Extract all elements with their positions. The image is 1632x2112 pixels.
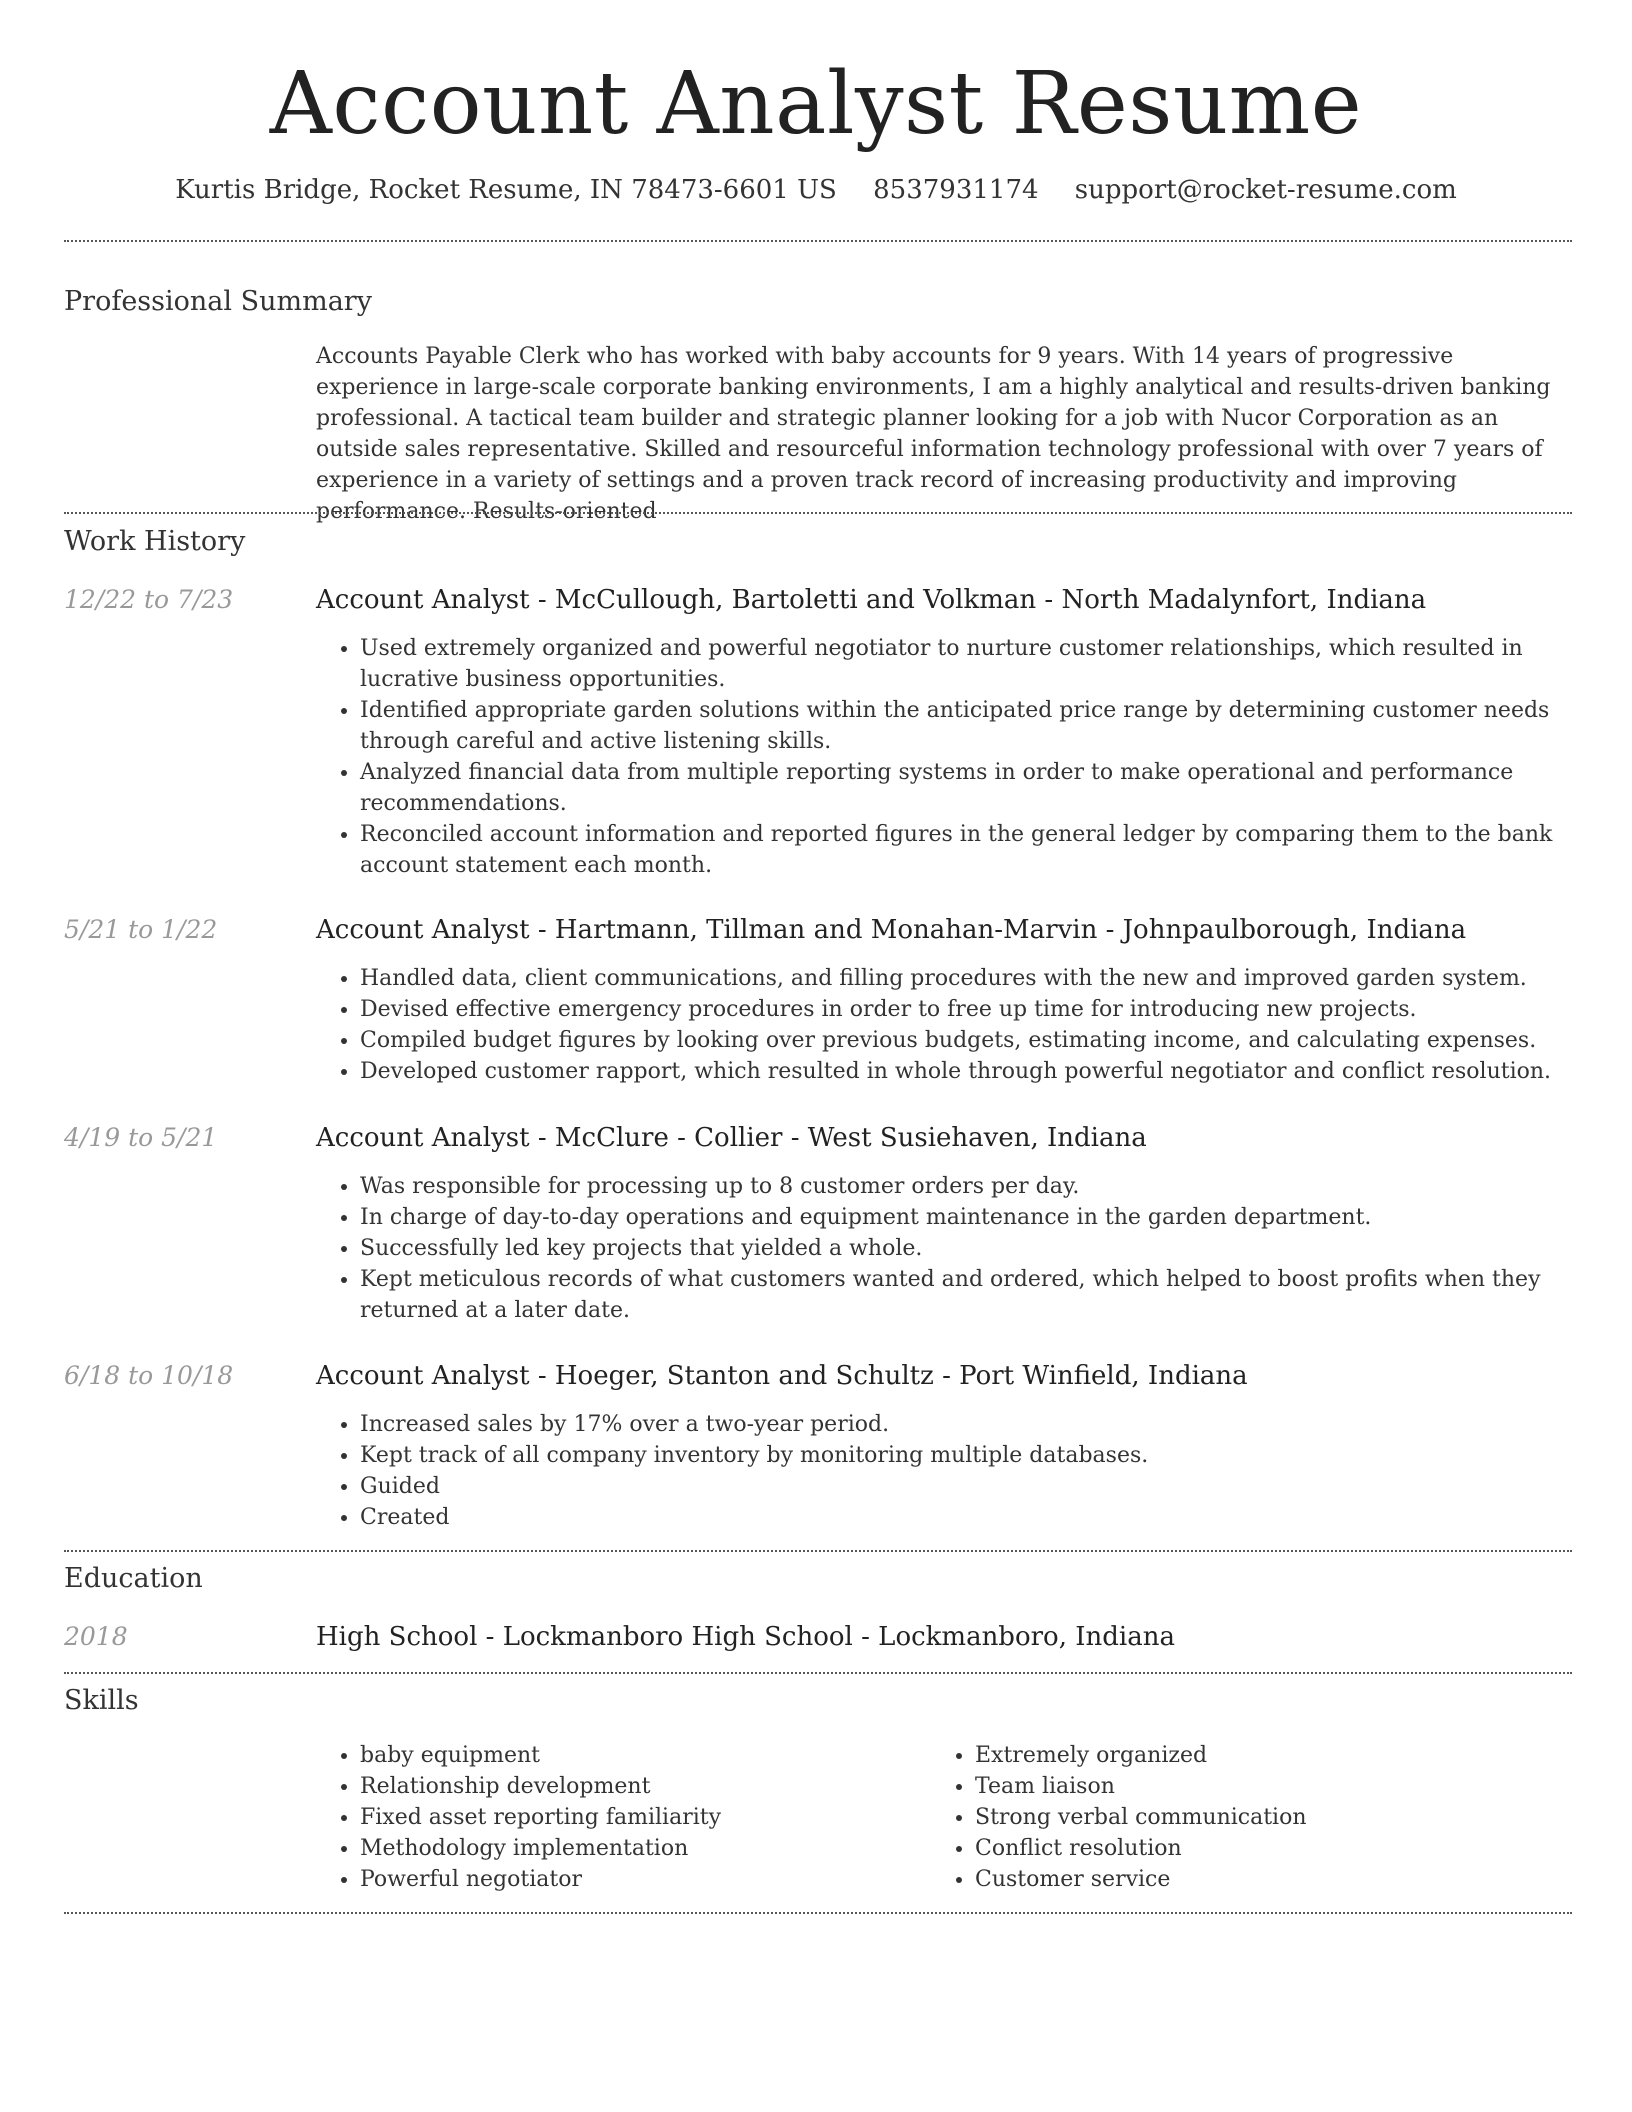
- list-item: • Was responsible for processing up to 8 customer orders per day.: [360, 1171, 1572, 1202]
- list-item: • Successfully led key projects that yielded a whole.: [360, 1233, 1572, 1264]
- contact-line: [0, 172, 1632, 208]
- job-bullets: [316, 1409, 1572, 1533]
- divider: [64, 1672, 1572, 1674]
- list-item: • Reconciled account information and reported figures in the general ledger by comparing them to the bank account statement each month.: [360, 819, 1572, 881]
- list-item: • Handled data, client communications, and filling procedures with the new and improved garden system.: [360, 963, 1572, 994]
- list-item: • Developed customer rapport, which resulted in whole through powerful negotiator and conflict resolution.: [360, 1056, 1572, 1087]
- list-item: • Compiled budget figures by looking over previous budgets, estimating income, and calculating expenses.: [360, 1025, 1572, 1056]
- list-item: • Strong verbal communication: [975, 1802, 1531, 1833]
- divider: [64, 1550, 1572, 1552]
- list-item: • baby equipment: [360, 1740, 916, 1771]
- section-heading-work: Work History: [64, 526, 246, 557]
- job-bullets: [316, 1171, 1572, 1326]
- section-heading-education: Education: [64, 1563, 203, 1594]
- list-item: • Used extremely organized and powerful negotiator to nurture customer relationships, which resulted in lucrative business opportunities.: [360, 633, 1572, 695]
- list-item: • In charge of day-to-day operations and equipment maintenance in the garden department.: [360, 1202, 1572, 1233]
- job-dates: 5/21 to 1/22: [64, 915, 218, 944]
- list-item: • Kept track of all company inventory by monitoring multiple databases.: [360, 1440, 1572, 1471]
- list-item: • Guided: [360, 1471, 1572, 1502]
- divider: [64, 1912, 1572, 1914]
- list-item: • Identified appropriate garden solutions within the anticipated price range by determining customer needs through careful and active listening skills.: [360, 695, 1572, 757]
- job-title: Account Analyst - McClure - Collier - West Susiehaven, Indiana: [316, 1123, 1147, 1153]
- list-item: • Powerful negotiator: [360, 1864, 916, 1895]
- job-title: Account Analyst - Hoeger, Stanton and Schultz - Port Winfield, Indiana: [316, 1361, 1248, 1391]
- divider: [64, 512, 1572, 514]
- job-title: Account Analyst - McCullough, Bartoletti and Volkman - North Madalynfort, Indiana: [316, 585, 1427, 615]
- contact-address: Kurtis Bridge, Rocket Resume, IN 78473-6601 US: [175, 175, 837, 205]
- job-dates: 12/22 to 7/23: [64, 585, 234, 614]
- job-title: Account Analyst - Hartmann, Tillman and Monahan-Marvin - Johnpaulborough, Indiana: [316, 915, 1467, 945]
- summary-text: Accounts Payable Clerk who has worked with baby accounts for 9 years. With 14 years of progressive experience in large-scale corporate banking environments, I am a highly analytical and results-driven banking professional. A tactical team builder and strategic planner looking for a job with Nucor Corporation as an outside sales representative. Skilled and resourceful information technology professional with over 7 years of experience in a variety of settings and a proven track record of increasing productivity and improving performance. Results-oriented: [316, 344, 1551, 524]
- summary-paragraph: [316, 341, 1566, 527]
- education-entry: High School - Lockmanboro High School - Lockmanboro, Indiana: [316, 1622, 1175, 1652]
- list-item: • Created: [360, 1502, 1572, 1533]
- skills-list-right: [931, 1740, 1531, 1895]
- list-item: • Devised effective emergency procedures in order to free up time for introducing new projects.: [360, 994, 1572, 1025]
- job-bullets: [316, 963, 1572, 1087]
- list-item: • Extremely organized: [975, 1740, 1531, 1771]
- list-item: • Team liaison: [975, 1771, 1531, 1802]
- section-heading-summary: Professional Summary: [64, 286, 372, 317]
- job-bullets: [316, 633, 1572, 881]
- job-dates: 6/18 to 10/18: [64, 1361, 234, 1390]
- list-item: • Kept meticulous records of what customers wanted and ordered, which helped to boost profits when they returned at a later date.: [360, 1264, 1572, 1326]
- contact-email: support@rocket-resume.com: [1074, 175, 1457, 205]
- education-year: 2018: [64, 1622, 128, 1651]
- job-dates: 4/19 to 5/21: [64, 1123, 218, 1152]
- list-item: • Increased sales by 17% over a two-year period.: [360, 1409, 1572, 1440]
- list-item: • Customer service: [975, 1864, 1531, 1895]
- list-item: • Analyzed financial data from multiple reporting systems in order to make operational and performance recommendations.: [360, 757, 1572, 819]
- list-item: • Methodology implementation: [360, 1833, 916, 1864]
- list-item: • Fixed asset reporting familiarity: [360, 1802, 916, 1833]
- list-item: • Conflict resolution: [975, 1833, 1531, 1864]
- divider: [64, 240, 1572, 242]
- list-item: • Relationship development: [360, 1771, 916, 1802]
- contact-phone: 8537931174: [873, 175, 1039, 205]
- resume-title: Account Analyst Resume: [269, 54, 1363, 154]
- skills-list-left: [316, 1740, 916, 1895]
- section-heading-skills: Skills: [64, 1685, 139, 1716]
